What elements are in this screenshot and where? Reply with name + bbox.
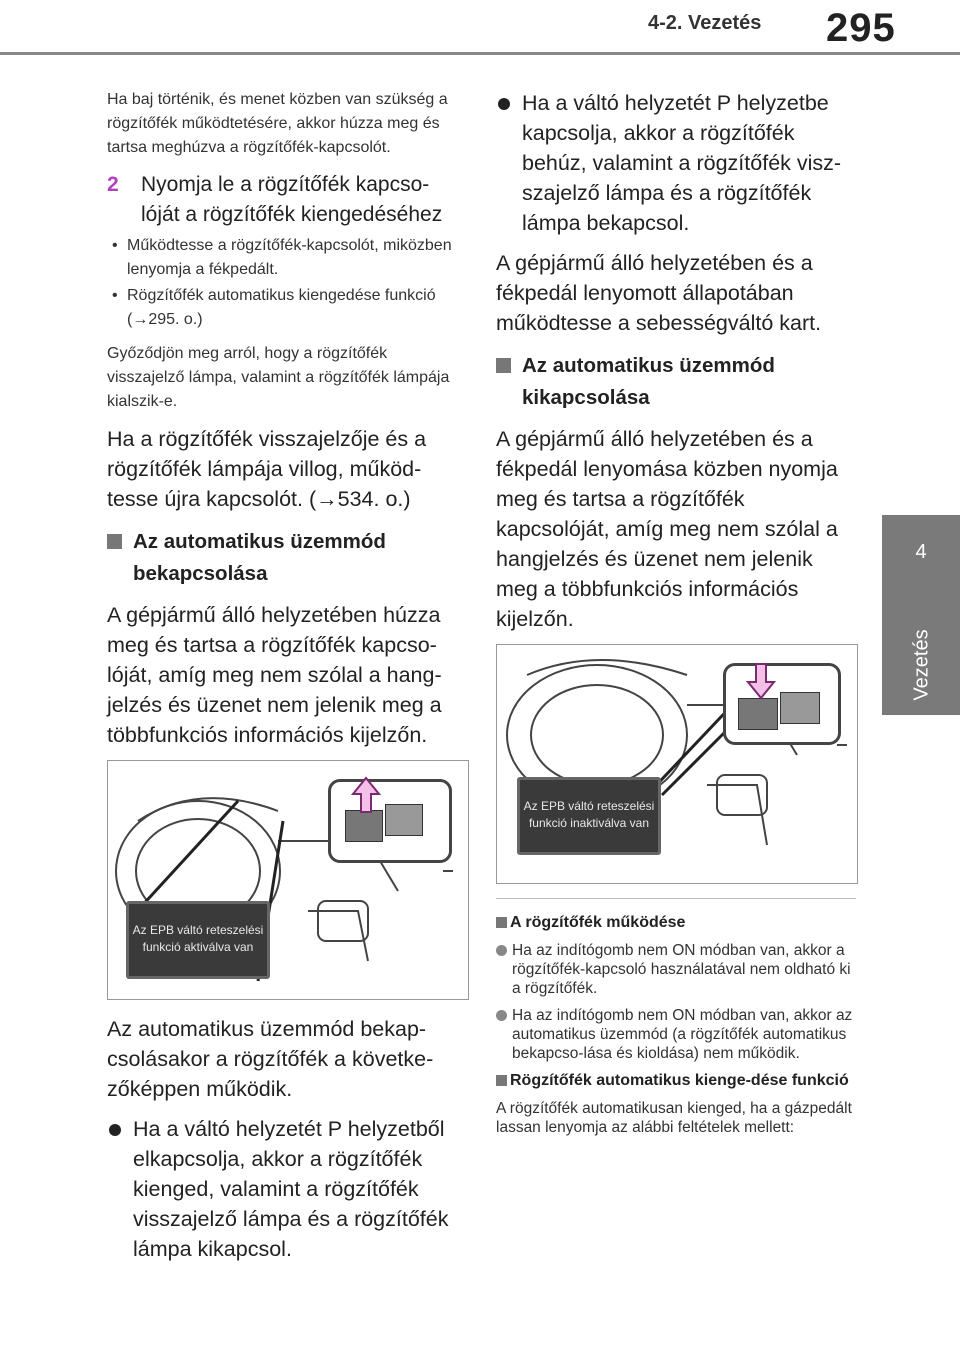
message-line-1: Az EPB váltó reteszelési — [132, 923, 264, 937]
parking-brake-switch — [345, 810, 383, 842]
chapter-number: 4 — [915, 541, 927, 563]
bullet-dot-icon: • — [112, 287, 118, 304]
mid-display-message — [126, 901, 270, 979]
note-paragraph: A rögzítőfék automatikusan kienged, ha a gázpedált lassan lenyomja az alábbi feltételek mellett: — [496, 1100, 852, 1136]
bullet-item — [107, 234, 467, 282]
switch-callout — [723, 663, 841, 745]
warning-paragraph: Ha a rögzítőfék visszajelzője és a rögzítőfék lámpája villog, működ-tesse újra kapcsolót. (→534. o.) — [107, 427, 427, 511]
auto-hold-switch — [780, 692, 820, 724]
step-2 — [107, 170, 467, 230]
chapter-label-wrap — [882, 515, 960, 715]
square-bullet-icon — [496, 358, 511, 373]
chapter-side-tab — [882, 515, 960, 715]
page-number: 295 — [826, 6, 896, 50]
section-heading — [496, 350, 856, 414]
note-text: Ha az indítógomb nem ON módban van, akkor az automatikus üzemmód (a rögzítőfék automatikus bekapcso-lása és kioldása) nem működik. — [512, 1007, 853, 1062]
section-title: Az automatikus üzemmód kikapcsolása — [522, 354, 775, 409]
dot-text: Ha a váltó helyzetét P helyzetbe kapcsolja, akkor a rögzítőfék behúz, valamint a rögzítőfék visz-szajelző lámpa és a rögzítőfék lámpa bekapcsol. — [522, 91, 842, 235]
paragraph: A gépjármű álló helyzetében és a fékpedál lenyomott állapotában működtesse a sebességváltó kart. — [496, 251, 822, 335]
circle-bullet-icon — [496, 945, 507, 956]
note-heading — [496, 913, 856, 933]
chapter-label: Vezetés — [910, 629, 933, 701]
check-paragraph: Győződjön meg arról, hogy a rögzítőfék visszajelző lámpa, valamint a rögzítőfék lámpája kialszik-e. — [107, 345, 450, 410]
dot-item — [107, 1114, 467, 1264]
bullet-text: Rögzítőfék automatikus kiengedése funkció (→295. o.) — [127, 287, 436, 328]
section-heading — [107, 526, 467, 590]
header-section-title: 4-2. Vezetés — [648, 12, 762, 34]
note-item — [496, 1006, 856, 1063]
mid-display-message — [517, 777, 661, 855]
message-line-2: funkció inaktiválva van — [528, 816, 650, 830]
bullet-item — [107, 284, 467, 332]
circle-bullet-icon — [496, 1010, 507, 1021]
bullet-text: Működtesse a rögzítőfék-kapcsolót, miközben lenyomja a fékpedált. — [127, 237, 452, 278]
message-line-1: Az EPB váltó reteszelési — [523, 799, 655, 813]
intro-paragraph: Ha baj történik, és menet közben van szükség a rögzítőfék működtetésére, akkor húzza meg és tartsa meghúzva a rögzítőfék-kapcsolót. — [107, 91, 448, 156]
note-heading — [496, 1071, 856, 1091]
header-rule — [0, 52, 960, 55]
left-column — [107, 88, 467, 1274]
note-text: Ha az indítógomb nem ON módban van, akkor a rögzítőfék-kapcsoló használatával nem oldható ki a rögzítőfék. — [512, 942, 851, 997]
dot-text: Ha a váltó helyzetét P helyzetből elkapcsolja, akkor a rögzítőfék kienged, valamint a rögzítőfék visszajelző lámpa és a rögzítőfék lámpa kikapcsol. — [133, 1117, 449, 1261]
section-paragraph: A gépjármű álló helyzetében húzza meg és tartsa a rögzítőfék kapcso-lóját, amíg meg nem szólal a hang-jelzés és üzenet nem jelenik meg a többfunkciós információs kijelzőn. — [107, 603, 442, 747]
arrow-down-icon — [746, 662, 776, 700]
dot-bullet-icon — [498, 98, 510, 110]
after-figure-paragraph: Az automatikus üzemmód bekap-csolásakor a rögzítőfék a követke-zőképpen működik. — [107, 1017, 434, 1101]
step-number: 2 — [107, 173, 119, 196]
bullet-dot-icon: • — [112, 237, 118, 254]
switch-callout — [328, 779, 452, 863]
section-title: Az automatikus üzemmód bekapcsolása — [133, 530, 386, 585]
illustration-parking-brake-pull — [107, 760, 469, 1000]
square-bullet-icon — [496, 917, 507, 928]
right-column — [496, 88, 856, 1137]
note-item — [496, 941, 856, 998]
note-title: Rögzítőfék automatikus kienge-dése funkció — [510, 1072, 849, 1089]
dot-bullet-icon — [109, 1124, 121, 1136]
illustration-parking-brake-push — [496, 644, 858, 884]
section-paragraph: A gépjármű álló helyzetében és a fékpedál lenyomása közben nyomja meg és tartsa a rögzítőfék kapcsolóját, amíg meg nem szólal a hangjelzés és üzenet nem jelenik meg a többfunkciós információs kijelzőn. — [496, 427, 838, 631]
dot-item — [496, 88, 856, 238]
square-bullet-icon — [107, 534, 122, 549]
auto-hold-switch — [385, 804, 423, 836]
square-bullet-icon — [496, 1075, 507, 1086]
step-text: Nyomja le a rögzítőfék kapcso-lóját a rögzítőfék kiengedéséhez — [141, 173, 443, 226]
arrow-up-icon — [351, 776, 381, 814]
parking-brake-switch — [738, 698, 778, 730]
message-line-2: funkció aktiválva van — [142, 940, 254, 954]
notes-divider — [496, 898, 856, 899]
note-title: A rögzítőfék működése — [510, 914, 686, 931]
